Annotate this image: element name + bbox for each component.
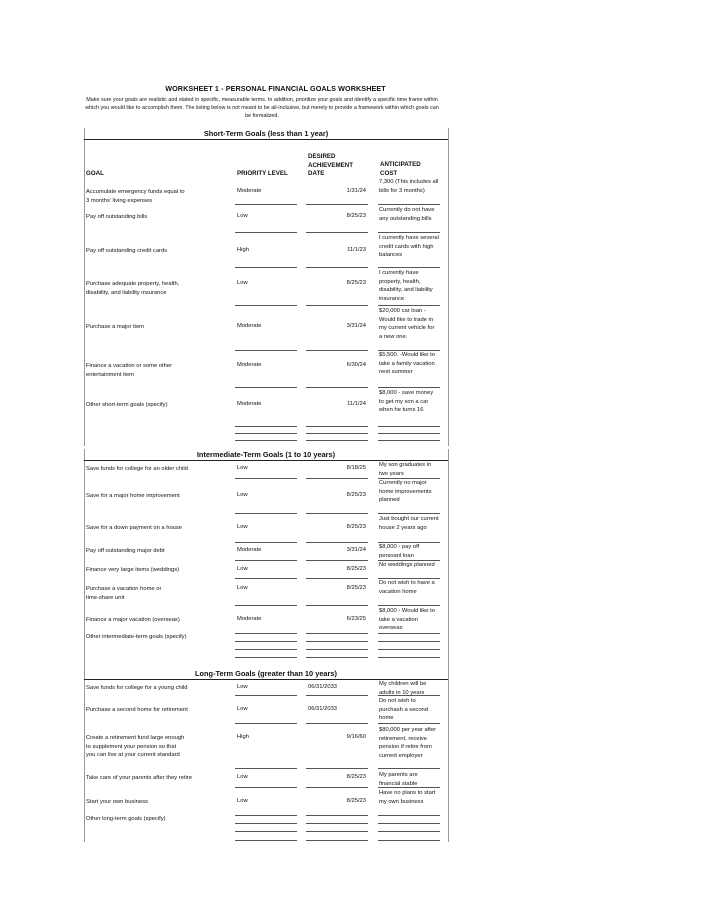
date-underline	[306, 426, 368, 427]
priority-level: Moderate	[237, 616, 262, 622]
date-underline	[306, 542, 368, 543]
worksheet-title: WORKSHEET 1 - PERSONAL FINANCIAL GOALS WORKSHEET	[165, 84, 386, 93]
achievement-date: 8/25/23	[346, 798, 366, 804]
date-underline	[306, 478, 368, 479]
date-underline	[306, 823, 368, 824]
priority-underline	[235, 768, 297, 769]
priority-level: Low	[237, 798, 248, 804]
priority-underline	[235, 815, 297, 816]
achievement-date: 8/25/23	[346, 585, 366, 591]
goal-name: Save funds for college for a young child	[86, 685, 188, 691]
header-priority: PRIORITY LEVEL	[237, 170, 288, 177]
priority-underline	[235, 542, 297, 543]
header-cost: ANTICIPATED COST	[380, 161, 421, 177]
date-underline	[306, 440, 368, 441]
priority-underline	[235, 578, 297, 579]
priority-underline	[235, 633, 297, 634]
priority-underline	[235, 695, 297, 696]
date-underline	[306, 232, 368, 233]
anticipated-cost: My son graduates in two years	[379, 462, 432, 477]
priority-underline	[235, 426, 297, 427]
achievement-date: 8/25/23	[346, 280, 366, 286]
cost-underline	[378, 787, 440, 788]
anticipated-cost: $5,500. -Would like to take a family vacation next summer	[379, 352, 435, 376]
date-underline	[306, 831, 368, 832]
achievement-date: 11/1/24	[347, 401, 366, 407]
priority-underline	[235, 440, 297, 441]
date-underline	[306, 513, 368, 514]
priority-level: Low	[237, 213, 248, 219]
anticipated-cost: Just bought our current house 2 years ago	[379, 516, 439, 531]
anticipated-cost: My children will be adults in 10 years	[379, 681, 427, 696]
cost-underline	[378, 831, 440, 832]
date-underline	[306, 350, 368, 351]
goal-name: Purchase a major item	[86, 324, 144, 330]
achievement-date: 1/31/24	[346, 188, 366, 194]
priority-underline	[235, 823, 297, 824]
anticipated-cost: My parents are financial stable	[379, 772, 418, 787]
anticipated-cost: I currently have property, health, disability, and liability insurance	[379, 270, 433, 302]
cost-underline	[378, 823, 440, 824]
cost-underline	[378, 426, 440, 427]
goal-name: Pay off outstanding credit cards	[86, 248, 168, 254]
section-title: Intermediate-Term Goals (1 to 10 years)	[196, 450, 336, 459]
cost-underline	[378, 433, 440, 434]
date-underline	[306, 840, 368, 841]
date-underline	[306, 641, 368, 642]
cost-underline	[378, 440, 440, 441]
achievement-date: 06/31/2033	[308, 684, 338, 690]
goal-name: Purchase a second home for retirement	[86, 707, 188, 713]
goal-name: Save for a major home improvement	[86, 493, 180, 499]
cost-underline	[378, 768, 440, 769]
priority-level: Low	[237, 465, 248, 471]
cost-underline	[378, 815, 440, 816]
goal-name: Pay off outstanding bills	[86, 214, 148, 220]
priority-level: Low	[237, 706, 248, 712]
goal-name: Save for a down payment on a house	[86, 525, 183, 531]
cost-underline	[378, 387, 440, 388]
section-border-left	[84, 449, 85, 668]
priority-underline	[235, 723, 297, 724]
priority-underline	[235, 657, 297, 658]
goal-name: Purchase a vacation home or time-share unit	[86, 586, 162, 601]
priority-underline	[235, 267, 297, 268]
anticipated-cost: Currently no major home improvements planned	[379, 480, 432, 504]
cost-underline	[378, 641, 440, 642]
priority-underline	[235, 831, 297, 832]
anticipated-cost: $8,000 - save money to get my son a car when he turns 16	[379, 390, 434, 414]
priority-underline	[235, 387, 297, 388]
priority-underline	[235, 433, 297, 434]
cost-underline	[378, 232, 440, 233]
anticipated-cost: $8,000 - Would like to take a vacation overseas	[379, 608, 435, 632]
cost-underline	[378, 633, 440, 634]
cost-underline	[378, 204, 440, 205]
section-rule	[84, 139, 448, 140]
section-border-left	[84, 128, 85, 446]
priority-underline	[235, 787, 297, 788]
priority-level: Low	[237, 774, 248, 780]
achievement-date: 8/25/23	[346, 774, 366, 780]
priority-level: Low	[237, 585, 248, 591]
goal-name: Other long-term goals (specify)	[86, 816, 166, 822]
anticipated-cost: $80,000 per year after retirement, receive pension if retire from current employer	[379, 727, 437, 759]
section-border-right	[448, 128, 449, 446]
date-underline	[306, 633, 368, 634]
cost-underline	[378, 723, 440, 724]
cost-underline	[378, 513, 440, 514]
priority-underline	[235, 560, 297, 561]
priority-level: Low	[237, 492, 248, 498]
anticipated-cost: I currently have several credit cards with high balances	[379, 235, 439, 259]
anticipated-cost: $8,000 - pay off persoanl loan	[379, 544, 420, 559]
priority-level: Low	[237, 684, 248, 690]
goal-name: Finance very large items (weddings)	[86, 567, 180, 573]
priority-underline	[235, 232, 297, 233]
achievement-date: 8/25/23	[346, 213, 366, 219]
section-title: Short-Term Goals (less than 1 year)	[203, 129, 329, 138]
priority-level: Low	[237, 566, 248, 572]
priority-underline	[235, 513, 297, 514]
achievement-date: 11/1/23	[347, 247, 366, 253]
date-underline	[306, 305, 368, 306]
priority-level: Moderate	[237, 323, 262, 329]
section-border-right	[448, 449, 449, 668]
date-underline	[306, 657, 368, 658]
priority-underline	[235, 204, 297, 205]
cost-underline	[378, 649, 440, 650]
achievement-date: 3/31/24	[346, 547, 366, 553]
cost-underline	[378, 840, 440, 841]
date-underline	[306, 267, 368, 268]
anticipated-cost: $20,000 car loan - Would like to trade in my current vehicle for a new one.	[379, 308, 435, 340]
date-underline	[306, 649, 368, 650]
date-underline	[306, 387, 368, 388]
date-underline	[306, 695, 368, 696]
priority-underline	[235, 649, 297, 650]
achievement-date: 8/25/23	[346, 566, 366, 572]
achievement-date: 8/25/23	[346, 492, 366, 498]
cost-underline	[378, 305, 440, 306]
anticipated-cost: Have no plans to start my own business	[379, 790, 436, 805]
date-underline	[306, 578, 368, 579]
priority-level: Moderate	[237, 188, 262, 194]
date-underline	[306, 433, 368, 434]
anticipated-cost: 7,300 (This includes all bills for 3 months)	[379, 179, 439, 194]
cost-underline	[378, 605, 440, 606]
priority-level: High	[237, 734, 249, 740]
section-border-left	[84, 668, 85, 842]
achievement-date: 6/23/25	[346, 616, 366, 622]
goal-name: Accumulate emergency funds equal to 3 months' living expenses	[86, 189, 185, 204]
goal-name: Finance a vacation or some other entertainment item	[86, 363, 173, 378]
section-border-right	[448, 668, 449, 842]
goal-name: Create a retirement fund large enough to supplement your pension so that you can live at your current standard	[86, 735, 185, 759]
priority-level: High	[237, 247, 249, 253]
anticipated-cost: Do not wish to have a vacation home	[379, 580, 435, 595]
anticipated-cost: No weddings planned	[379, 562, 435, 568]
goal-name: Other intermediate-term goals (specify)	[86, 634, 187, 640]
priority-underline	[235, 840, 297, 841]
priority-level: Low	[237, 280, 248, 286]
date-underline	[306, 605, 368, 606]
priority-level: Low	[237, 524, 248, 530]
goal-name: Start your own business	[86, 799, 148, 805]
priority-underline	[235, 350, 297, 351]
priority-underline	[235, 478, 297, 479]
goal-name: Save funds for college for an older child	[86, 466, 188, 472]
goal-name: Other short-term goals (specify)	[86, 402, 168, 408]
cost-underline	[378, 695, 440, 696]
goal-name: Purchase adequate property, health, disability, and liability insurance	[86, 281, 180, 296]
achievement-date: 06/31/2033	[308, 706, 338, 712]
goal-name: Finance a major vacation (overseas)	[86, 617, 180, 623]
date-underline	[306, 768, 368, 769]
date-underline	[306, 723, 368, 724]
priority-underline	[235, 305, 297, 306]
achievement-date: 3/31/24	[346, 323, 366, 329]
anticipated-cost: Currently do not have any outstanding bills	[379, 207, 435, 222]
achievement-date: 6/30/24	[346, 362, 366, 368]
date-underline	[306, 815, 368, 816]
priority-level: Moderate	[237, 401, 262, 407]
achievement-date: 9/16/60	[346, 734, 366, 740]
priority-level: Moderate	[237, 547, 262, 553]
header-goal: GOAL	[86, 170, 104, 177]
achievement-date: 8/18/25	[346, 465, 366, 471]
cost-underline	[378, 657, 440, 658]
goal-name: Pay off outstanding major debt	[86, 548, 165, 554]
priority-underline	[235, 605, 297, 606]
priority-underline	[235, 641, 297, 642]
worksheet-instructions: Make sure your goals are realistic and stated in specific, measurable terms. In addition, prioritize your goals and identify a specific time frame within which you would like to accomplish them. The listing below is not meant to be all-inclusive, but merely to provide a framework within which goals can be formalized.	[85, 97, 439, 119]
header-date: DESIRED ACHIEVEMENT DATE	[308, 153, 354, 177]
priority-level: Moderate	[237, 362, 262, 368]
achievement-date: 8/25/23	[346, 524, 366, 530]
goal-name: Take care of your parents after they retire	[86, 775, 193, 781]
anticipated-cost: Do not wish to purchash a second home	[379, 698, 428, 722]
section-title: Long-Term Goals (greater than 10 years)	[195, 669, 337, 678]
date-underline	[306, 204, 368, 205]
date-underline	[306, 787, 368, 788]
cost-underline	[378, 267, 440, 268]
date-underline	[306, 560, 368, 561]
